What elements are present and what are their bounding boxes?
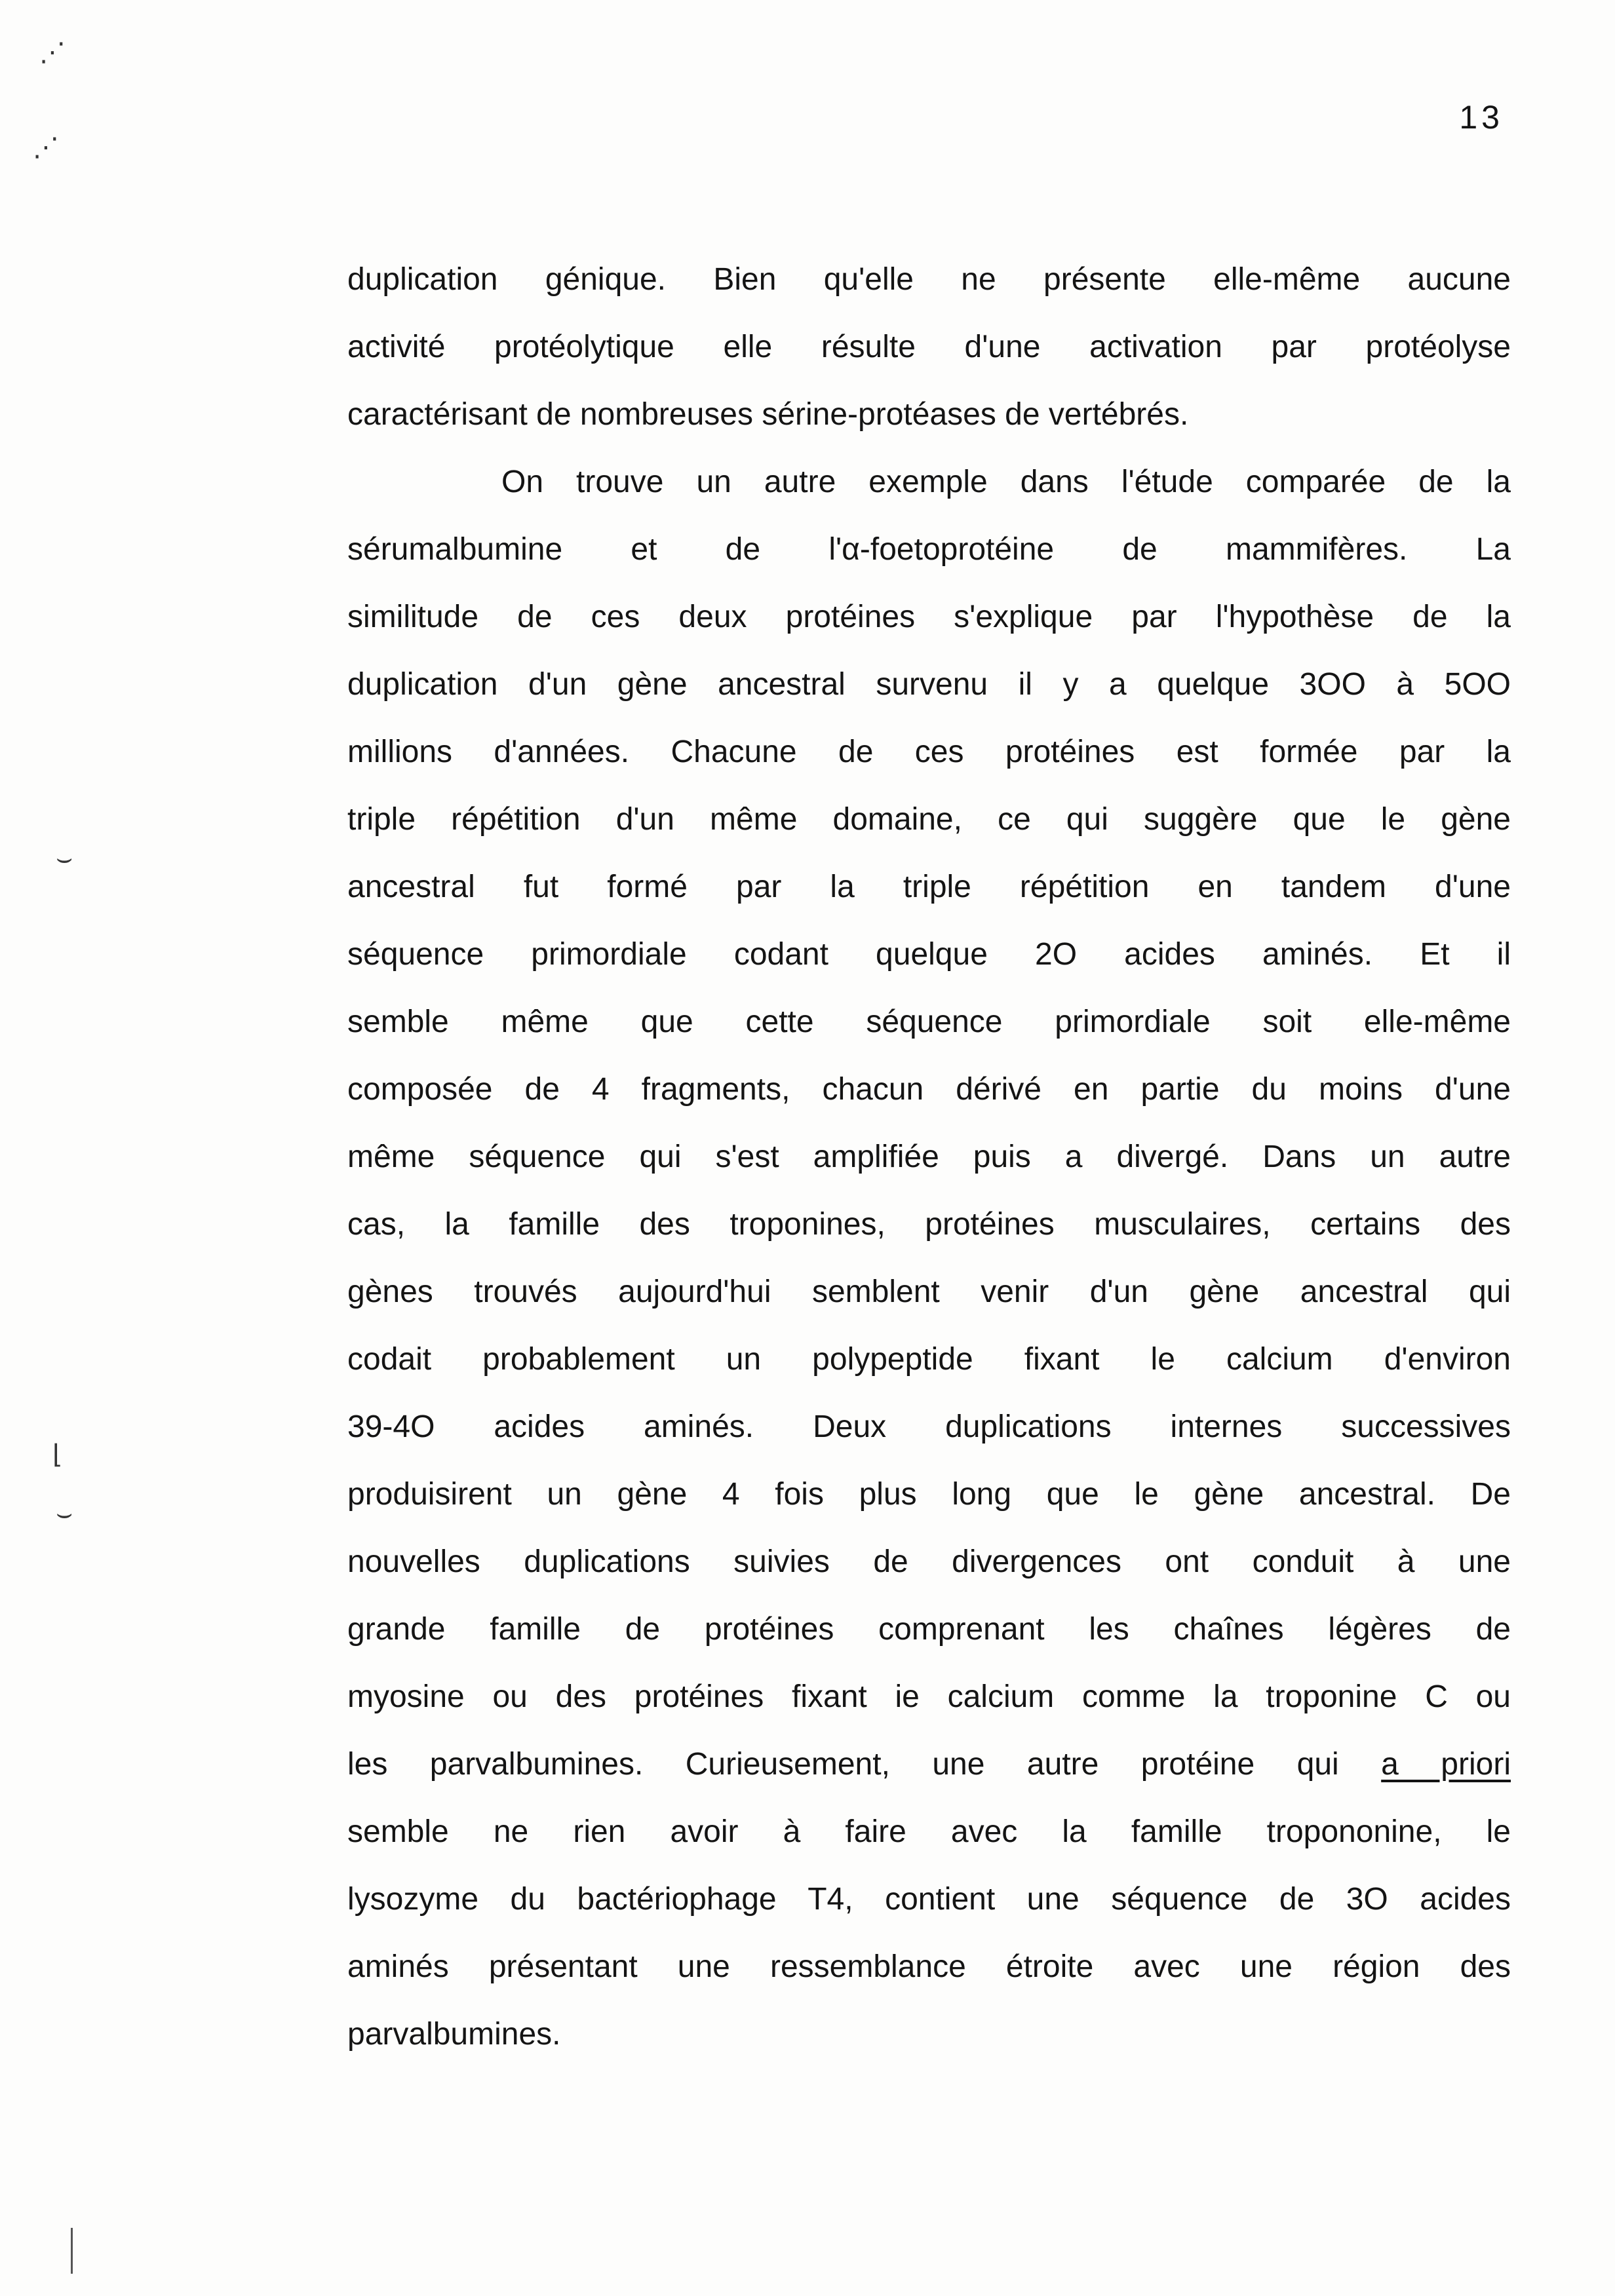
text-line: duplication génique. Bien qu'elle ne présente elle-même aucune xyxy=(347,262,1511,297)
text-line: semble ne rien avoir à faire avec la famille tropononine, le xyxy=(347,1814,1511,1849)
text-line: composée de 4 fragments, chacun dérivé en partie du moins d'une xyxy=(347,1072,1511,1107)
binding-hole-mark: ⌣ xyxy=(56,1499,73,1528)
emphasis-a-priori: a priori xyxy=(1381,1747,1511,1782)
page-number: 13 xyxy=(1459,99,1504,136)
text-line: On trouve un autre exemple dans l'étude comparée de la xyxy=(501,465,1511,499)
text-line: lysozyme du bactériophage T4, contient une séquence de 3O acides xyxy=(347,1882,1511,1917)
margin-rule xyxy=(71,2228,73,2274)
text-line: nouvelles duplications suivies de divergences ont conduit à une xyxy=(347,1544,1511,1579)
text-line: duplication d'un gène ancestral survenu il y a quelque 3OO à 5OO xyxy=(347,667,1511,702)
scan-speck: ⋰ xyxy=(33,133,59,162)
text-line: même séquence qui s'est amplifiée puis a divergé. Dans un autre xyxy=(347,1139,1511,1174)
binding-hole-mark: ⌣ xyxy=(56,844,73,873)
body-text xyxy=(347,246,1511,2068)
text-line: aminés présentant une ressemblance étroite avec une région des xyxy=(347,1949,1511,1984)
text-line: codait probablement un polypeptide fixant le calcium d'environ xyxy=(347,1342,1511,1377)
text-line: gènes trouvés aujourd'hui semblent venir d'un gène ancestral qui xyxy=(347,1274,1511,1309)
text-line: parvalbumines. xyxy=(347,2017,561,2052)
scan-speck: ⋰ xyxy=(39,38,66,67)
text-line: séquence primordiale codant quelque 2O acides aminés. Et il xyxy=(347,937,1511,972)
text-line: semble même que cette séquence primordiale soit elle-même xyxy=(347,1004,1511,1039)
text-line: activité protéolytique elle résulte d'une activation par protéolyse xyxy=(347,330,1511,364)
text-line: myosine ou des protéines fixant ie calcium comme la troponine C ou xyxy=(347,1679,1511,1714)
text-line: similitude de ces deux protéines s'explique par l'hypothèse de la xyxy=(347,600,1511,634)
text-line: millions d'années. Chacune de ces protéines est formée par la xyxy=(347,735,1511,769)
text-line: caractérisant de nombreuses sérine-protéases de vertébrés. xyxy=(347,397,1189,432)
text-line: sérumalbumine et de l'α-foetoprotéine de mammifères. La xyxy=(347,532,1511,567)
text-line-start: les parvalbumines. Curieusement, une autre protéine qui xyxy=(347,1747,1339,1782)
text-line: produisirent un gène 4 fois plus long que le gène ancestral. De xyxy=(347,1477,1511,1512)
text-line xyxy=(347,1731,1511,1798)
text-line: ancestral fut formé par la triple répétition en tandem d'une xyxy=(347,870,1511,904)
text-line: 39-4O acides aminés. Deux duplications internes successives xyxy=(347,1409,1511,1444)
text-line: grande famille de protéines comprenant les chaînes légères de xyxy=(347,1612,1511,1647)
text-line: triple répétition d'un même domaine, ce qui suggère que le gène xyxy=(347,802,1511,837)
binding-hole-mark: ⌊ xyxy=(52,1440,63,1469)
text-line: cas, la famille des troponines, protéines musculaires, certains des xyxy=(347,1207,1511,1242)
